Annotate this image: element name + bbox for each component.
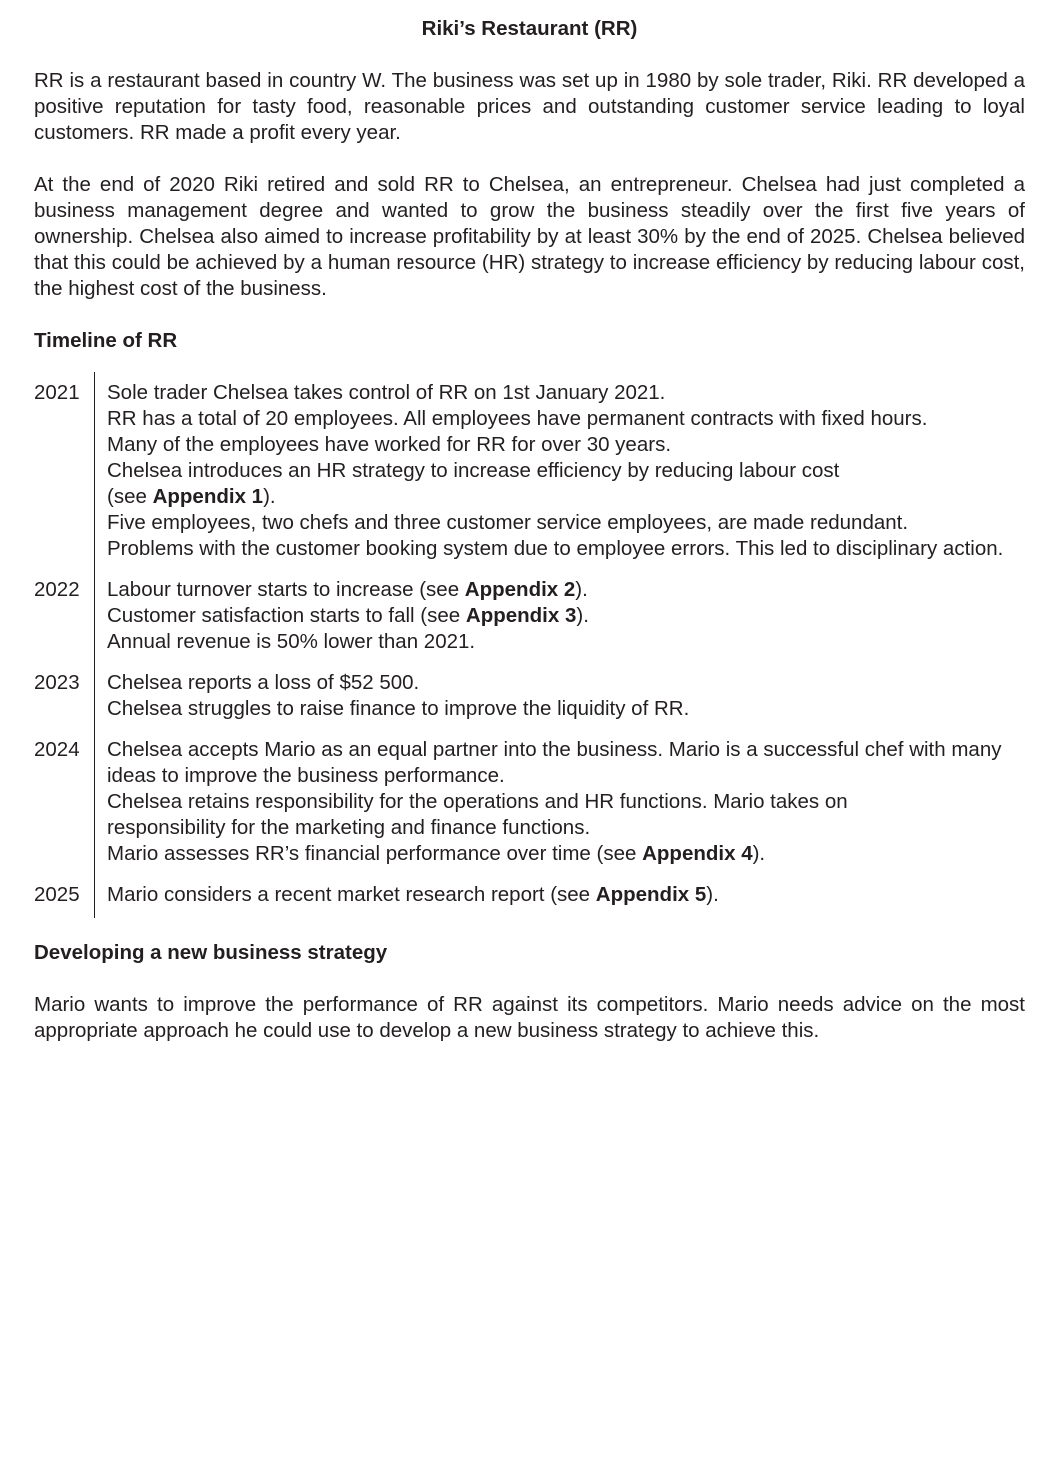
- timeline-event-text: ).: [706, 883, 719, 906]
- timeline-events: [107, 670, 1025, 722]
- timeline-entry: [34, 577, 1025, 655]
- timeline-event: Chelsea struggles to raise finance to improve the liquidity of RR.: [107, 697, 690, 720]
- timeline-event-text: ).: [263, 485, 276, 508]
- timeline-event: [107, 841, 1025, 867]
- appendix-reference: Appendix 4: [642, 842, 753, 865]
- timeline-events: [107, 882, 1025, 908]
- timeline-event-text: Customer satisfaction starts to fall (see: [107, 604, 466, 627]
- appendix-reference: Appendix 5: [595, 883, 707, 906]
- timeline-event: RR has a total of 20 employees. All employees have permanent contracts with fixed hours.: [107, 407, 928, 430]
- timeline-entry: [34, 670, 1025, 722]
- intro-paragraph-1: RR is a restaurant based in country W. The business was set up in 1980 by sole trader, Riki. RR developed a positive reputation for tasty food, reasonable prices and outstanding customer service leading to loyal customers. RR made a profit every year.: [34, 69, 1025, 144]
- timeline-event: [107, 577, 1025, 603]
- timeline-events: [107, 380, 1025, 562]
- appendix-reference: Appendix 3: [465, 604, 577, 627]
- timeline-event: Five employees, two chefs and three customer service employees, are made redundant.: [107, 511, 909, 534]
- timeline-year: 2021: [34, 381, 80, 404]
- timeline-event: Chelsea retains responsibility for the operations and HR functions. Mario takes on: [107, 790, 848, 813]
- timeline-year: 2024: [34, 738, 80, 761]
- timeline-event: Chelsea accepts Mario as an equal partner into the business. Mario is a successful chef with many ideas to improve the business performance.: [107, 738, 1002, 787]
- timeline-event-text: ).: [575, 578, 588, 601]
- strategy-paragraph: Mario wants to improve the performance of RR against its competitors. Mario needs advice on the most appropriate approach he could use to develop a new business strategy to achieve this.: [34, 993, 1025, 1042]
- timeline-year: 2022: [34, 578, 80, 601]
- timeline-event: Many of the employees have worked for RR for over 30 years.: [107, 433, 672, 456]
- timeline-event: [107, 603, 1025, 629]
- timeline-event-text: ).: [752, 842, 766, 865]
- timeline-event: Annual revenue is 50% lower than 2021.: [107, 630, 476, 653]
- timeline-event-text: ).: [576, 604, 589, 627]
- timeline-event-text: Mario assesses RR’s financial performance over time (see: [107, 842, 643, 865]
- timeline-event: Problems with the customer booking system due to employee errors. This led to disciplinary action.: [107, 537, 1004, 560]
- appendix-reference: Appendix 2: [464, 578, 576, 601]
- timeline-entry: [34, 380, 1025, 562]
- timeline-event: Chelsea reports a loss of $52 500.: [107, 671, 420, 694]
- strategy-heading: Developing a new business strategy: [34, 941, 388, 964]
- timeline-event: responsibility for the marketing and finance functions.: [107, 816, 591, 839]
- timeline-year: 2023: [34, 671, 80, 694]
- intro-paragraph-2: At the end of 2020 Riki retired and sold RR to Chelsea, an entrepreneur. Chelsea had just completed a business management degree and wanted to grow the business steadily over the first five years of ownership. Chelsea also aimed to increase profitability by at least 30% by the end of 2025. Chelsea believed that this could be achieved by a human resource (HR) strategy to increase efficiency by reducing labour cost, the highest cost of the business.: [34, 173, 1025, 300]
- timeline-event-text: Mario considers a recent market research report (see: [107, 883, 596, 906]
- document-title: Riki’s Restaurant (RR): [421, 17, 638, 40]
- timeline-heading: Timeline of RR: [34, 329, 178, 352]
- timeline-entry: [34, 882, 1025, 908]
- timeline-event-text: Labour turnover starts to increase (see: [107, 578, 465, 601]
- timeline-event-text: (see: [107, 485, 153, 508]
- timeline-event: Chelsea introduces an HR strategy to increase efficiency by reducing labour cost: [107, 459, 840, 482]
- timeline-event: Sole trader Chelsea takes control of RR on 1st January 2021.: [107, 381, 666, 404]
- timeline-entry: [34, 737, 1025, 867]
- timeline: [34, 380, 1025, 908]
- timeline-event: [107, 484, 1025, 510]
- timeline-events: [107, 737, 1025, 867]
- timeline-event: [107, 882, 1025, 908]
- appendix-reference: Appendix 1: [152, 485, 264, 508]
- timeline-events: [107, 577, 1025, 655]
- timeline-year: 2025: [34, 883, 80, 906]
